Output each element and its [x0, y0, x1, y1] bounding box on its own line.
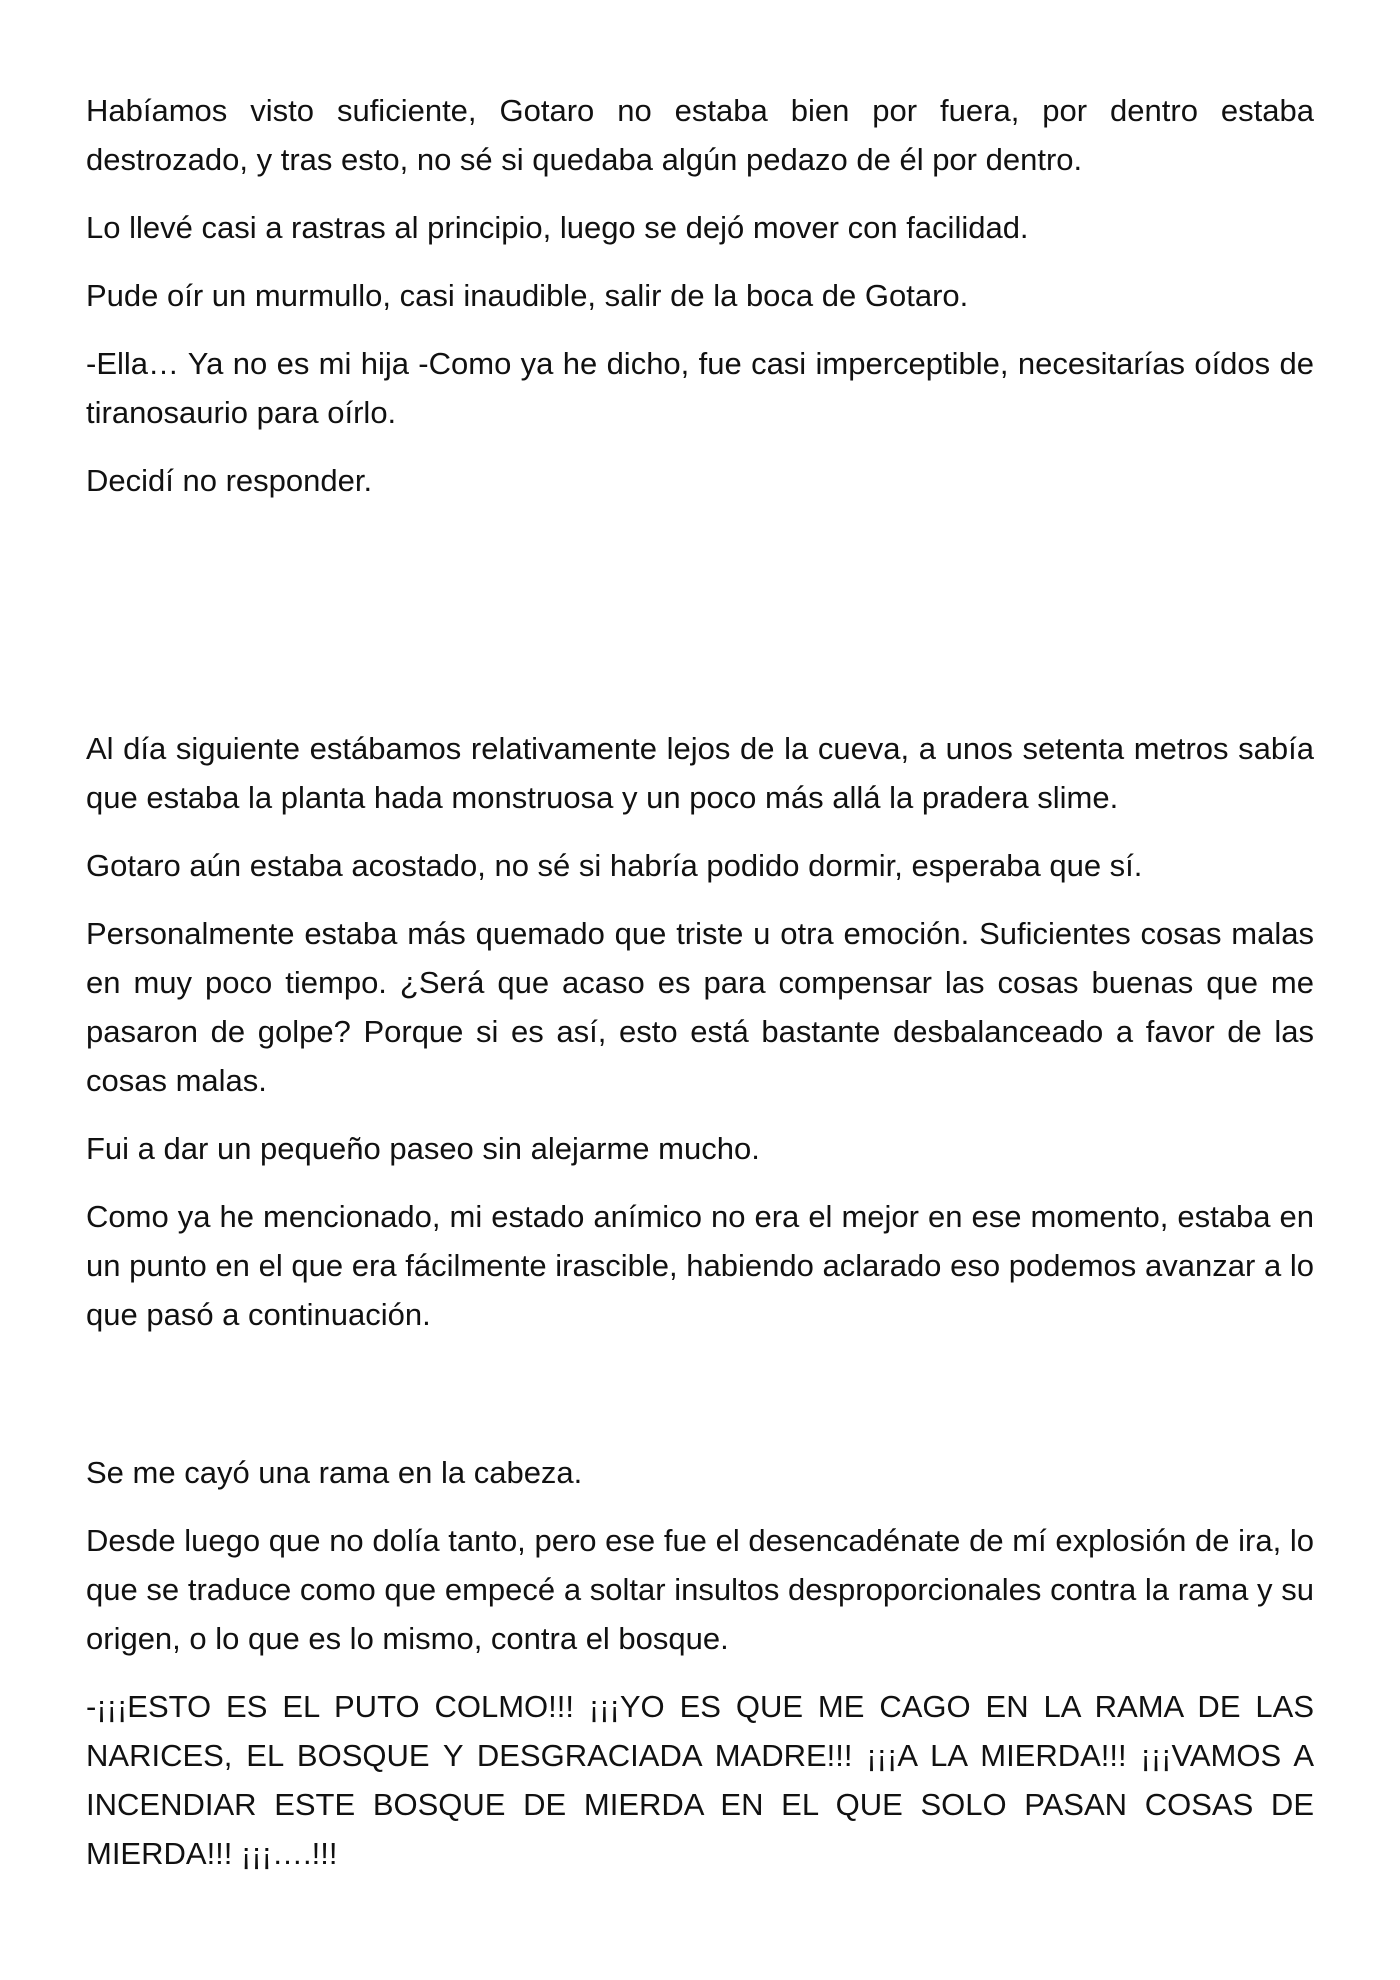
paragraph-13: -¡¡¡ESTO ES EL PUTO COLMO!!! ¡¡¡YO ES QUE ME CAGO EN LA RAMA DE LAS NARICES, EL BOSQUE Y DESGRACIADA MADRE!!! ¡¡¡A LA MIERDA!!! ¡¡¡VAMOS A INCENDIAR ESTE BOSQUE DE MIERDA EN EL QUE SOLO PASAN COSAS DE MIERDA!!! ¡¡¡….!!! [86, 1689, 1314, 1871]
paragraph-3: Pude oír un murmullo, casi inaudible, salir de la boca de Gotaro. [86, 278, 969, 313]
paragraph-4: -Ella… Ya no es mi hija -Como ya he dicho, fue casi imperceptible, necesitarías oídos de tiranosaurio para oírlo. [86, 346, 1314, 430]
document-page [86, 86, 1314, 1946]
paragraph-6: Al día siguiente estábamos relativamente lejos de la cueva, a unos setenta metros sabía que estaba la planta hada monstruosa y un poco más allá la pradera slime. [86, 731, 1314, 815]
paragraph-5: Decidí no responder. [86, 463, 373, 498]
paragraph-1: Habíamos visto suficiente, Gotaro no estaba bien por fuera, por dentro estaba destrozado, y tras esto, no sé si quedaba algún pedazo de él por dentro. [86, 93, 1314, 177]
paragraph-8: Personalmente estaba más quemado que triste u otra emoción. Suficientes cosas malas en muy poco tiempo. ¿Será que acaso es para compensar las cosas buenas que me pasaron de golpe? Porque si es así, esto está bastante desbalanceado a favor de las cosas malas. [86, 916, 1314, 1098]
paragraph-7: Gotaro aún estaba acostado, no sé si habría podido dormir, esperaba que sí. [86, 848, 1143, 883]
section-break [86, 1358, 1314, 1448]
paragraph-9: Fui a dar un pequeño paseo sin alejarme mucho. [86, 1131, 760, 1166]
paragraph-12: Desde luego que no dolía tanto, pero ese fue el desencadénate de mí explosión de ira, lo que se traduce como que empecé a soltar insultos desproporcionales contra la rama y su origen, o lo que es lo mismo, contra el bosque. [86, 1523, 1314, 1656]
paragraph-11: Se me cayó una rama en la cabeza. [86, 1455, 583, 1490]
section-break [86, 524, 1314, 724]
paragraph-10: Como ya he mencionado, mi estado anímico no era el mejor en ese momento, estaba en un punto en el que era fácilmente irascible, habiendo aclarado eso podemos avanzar a lo que pasó a continuación. [86, 1199, 1314, 1332]
paragraph-2: Lo llevé casi a rastras al principio, luego se dejó mover con facilidad. [86, 210, 1029, 245]
